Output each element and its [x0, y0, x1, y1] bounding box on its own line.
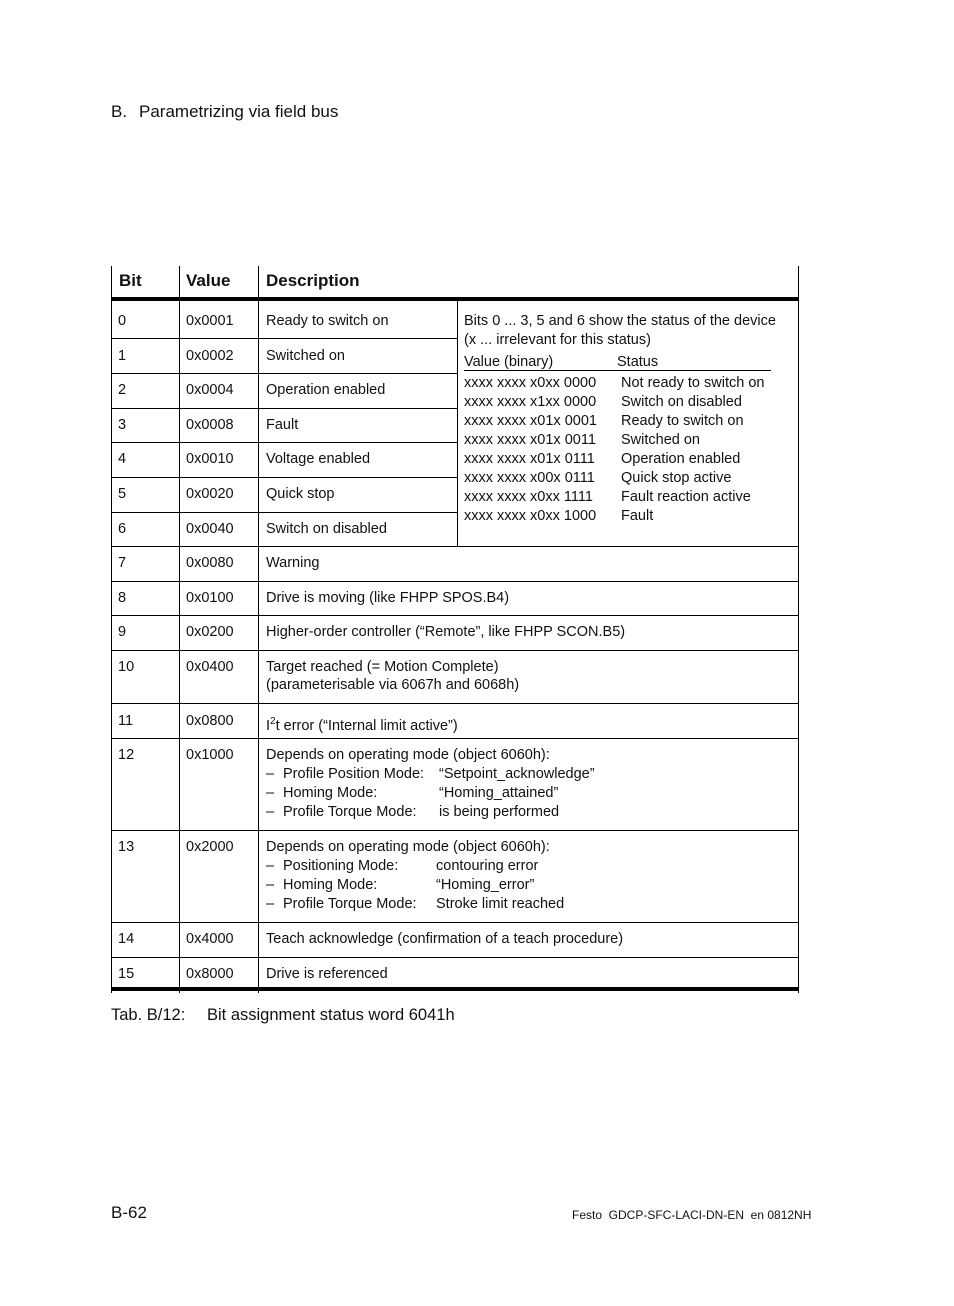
bit-cell: 9 — [118, 624, 127, 640]
mode-value: “Homing_attained” — [439, 785, 559, 801]
mode-value: “Homing_error” — [436, 877, 535, 893]
mode-name: Profile Torque Mode: — [283, 896, 417, 912]
table-caption — [111, 1006, 455, 1025]
status-box-col-status: Status — [617, 354, 659, 370]
value-cell: 0x4000 — [186, 931, 234, 947]
value-cell: 0x0010 — [186, 451, 234, 467]
mode-value: contouring error — [436, 858, 539, 874]
list-dash: – — [266, 785, 275, 801]
value-cell: 0x0100 — [186, 590, 234, 606]
description-cell: Drive is moving (like FHPP SPOS.B4) — [266, 590, 510, 606]
binary-value: xxxx xxxx x0xx 1000 — [464, 508, 597, 524]
value-cell: 0x0001 — [186, 313, 234, 329]
description-cell: Depends on operating mode (object 6060h): — [266, 747, 550, 763]
value-cell: 0x0008 — [186, 417, 234, 433]
status-value: Not ready to switch on — [621, 375, 765, 391]
mode-value: “Setpoint_acknowledge” — [439, 766, 595, 782]
binary-value: xxxx xxxx x1xx 0000 — [464, 394, 597, 410]
description-cell: Operation enabled — [266, 382, 386, 398]
value-cell: 0x0040 — [186, 521, 234, 537]
list-dash: – — [266, 877, 275, 893]
description-cell: Depends on operating mode (object 6060h): — [266, 839, 550, 855]
status-value: Fault — [621, 508, 654, 524]
bit-cell: 8 — [118, 590, 127, 606]
mode-name: Positioning Mode: — [283, 858, 399, 874]
mode-name: Homing Mode: — [283, 785, 378, 801]
value-cell: 0x0002 — [186, 348, 234, 364]
description-cell: Teach acknowledge (confirmation of a teach procedure) — [266, 931, 624, 947]
caption-text: Bit assignment status word 6041h — [207, 1006, 455, 1024]
section-title: Parametrizing via field bus — [139, 102, 339, 121]
mode-value: Stroke limit reached — [436, 896, 565, 912]
status-value: Switched on — [621, 432, 700, 448]
list-dash: – — [266, 804, 275, 820]
bit-cell: 0 — [118, 313, 127, 329]
status-value: Operation enabled — [621, 451, 741, 467]
description-cell-line2: (parameterisable via 6067h and 6068h) — [266, 677, 520, 693]
mode-name: Profile Torque Mode: — [283, 804, 417, 820]
status-value: Fault reaction active — [621, 489, 751, 505]
superscript-two: 2 — [270, 716, 276, 727]
status-word-table — [111, 266, 799, 993]
description-cell: Switched on — [266, 348, 345, 364]
bit-cell: 15 — [118, 966, 135, 982]
value-cell: 0x0020 — [186, 486, 234, 502]
status-value: Ready to switch on — [621, 413, 744, 429]
footer-doc-id: Festo GDCP-SFC-LACI-DN-EN en 0812NH — [572, 1208, 812, 1222]
bit-cell: 2 — [118, 382, 127, 398]
bit-cell: 13 — [118, 839, 135, 855]
value-cell: 0x0800 — [186, 713, 234, 729]
value-cell: 0x0080 — [186, 555, 234, 571]
binary-value: xxxx xxxx x01x 0001 — [464, 413, 597, 429]
binary-value: xxxx xxxx x00x 0111 — [464, 470, 595, 486]
bit-cell: 7 — [118, 555, 127, 571]
description-text: t error (“Internal limit active”) — [275, 717, 458, 734]
status-box-line1: Bits 0 ... 3, 5 and 6 show the status of the device — [464, 313, 776, 329]
mode-name: Homing Mode: — [283, 877, 378, 893]
description-cell: Voltage enabled — [266, 451, 371, 467]
value-cell: 0x0400 — [186, 659, 234, 675]
header-description: Description — [266, 271, 360, 290]
binary-value: xxxx xxxx x01x 0011 — [464, 432, 596, 448]
bit-cell: 3 — [118, 417, 127, 433]
description-cell — [266, 712, 458, 736]
bit-cell: 10 — [118, 659, 135, 675]
bit-cell: 12 — [118, 747, 135, 763]
description-cell: Warning — [266, 555, 320, 571]
mode-name: Profile Position Mode: — [283, 766, 425, 782]
binary-value: xxxx xxxx x01x 0111 — [464, 451, 595, 467]
value-cell: 0x0004 — [186, 382, 234, 398]
value-cell: 0x8000 — [186, 966, 234, 982]
list-dash: – — [266, 858, 275, 874]
description-cell: Fault — [266, 417, 299, 433]
status-box-col-binary: Value (binary) — [464, 354, 554, 370]
caption-label: Tab. B/12: — [111, 1006, 186, 1024]
value-cell: 0x0200 — [186, 624, 234, 640]
value-cell: 0x1000 — [186, 747, 234, 763]
status-box-line2: (x ... irrelevant for this status) — [464, 332, 651, 348]
status-value: Quick stop active — [621, 470, 732, 486]
binary-value: xxxx xxxx x0xx 0000 — [464, 375, 597, 391]
description-cell: Higher-order controller (“Remote”, like FHPP SCON.B5) — [266, 624, 626, 640]
section-heading — [111, 102, 338, 122]
header-bit: Bit — [119, 271, 142, 290]
bit-cell: 6 — [118, 521, 127, 537]
section-number: B. — [111, 102, 128, 121]
binary-value: xxxx xxxx x0xx 1111 — [464, 489, 593, 505]
bit-cell: 1 — [118, 348, 127, 364]
value-cell: 0x2000 — [186, 839, 234, 855]
mode-value: is being performed — [439, 804, 560, 820]
status-value: Switch on disabled — [621, 394, 742, 410]
header-value: Value — [186, 271, 231, 290]
description-cell: Switch on disabled — [266, 521, 387, 537]
description-cell: Quick stop — [266, 486, 335, 502]
list-dash: – — [266, 766, 275, 782]
bit-cell: 14 — [118, 931, 135, 947]
description-cell: Ready to switch on — [266, 313, 389, 329]
list-dash: – — [266, 896, 275, 912]
page-number: B-62 — [111, 1203, 147, 1222]
description-cell: Target reached (= Motion Complete) — [266, 659, 499, 675]
bit-cell: 11 — [118, 713, 134, 729]
i-letter: I — [266, 717, 271, 734]
bit-cell: 4 — [118, 451, 127, 467]
description-cell: Drive is referenced — [266, 966, 388, 982]
bit-cell: 5 — [118, 486, 127, 502]
